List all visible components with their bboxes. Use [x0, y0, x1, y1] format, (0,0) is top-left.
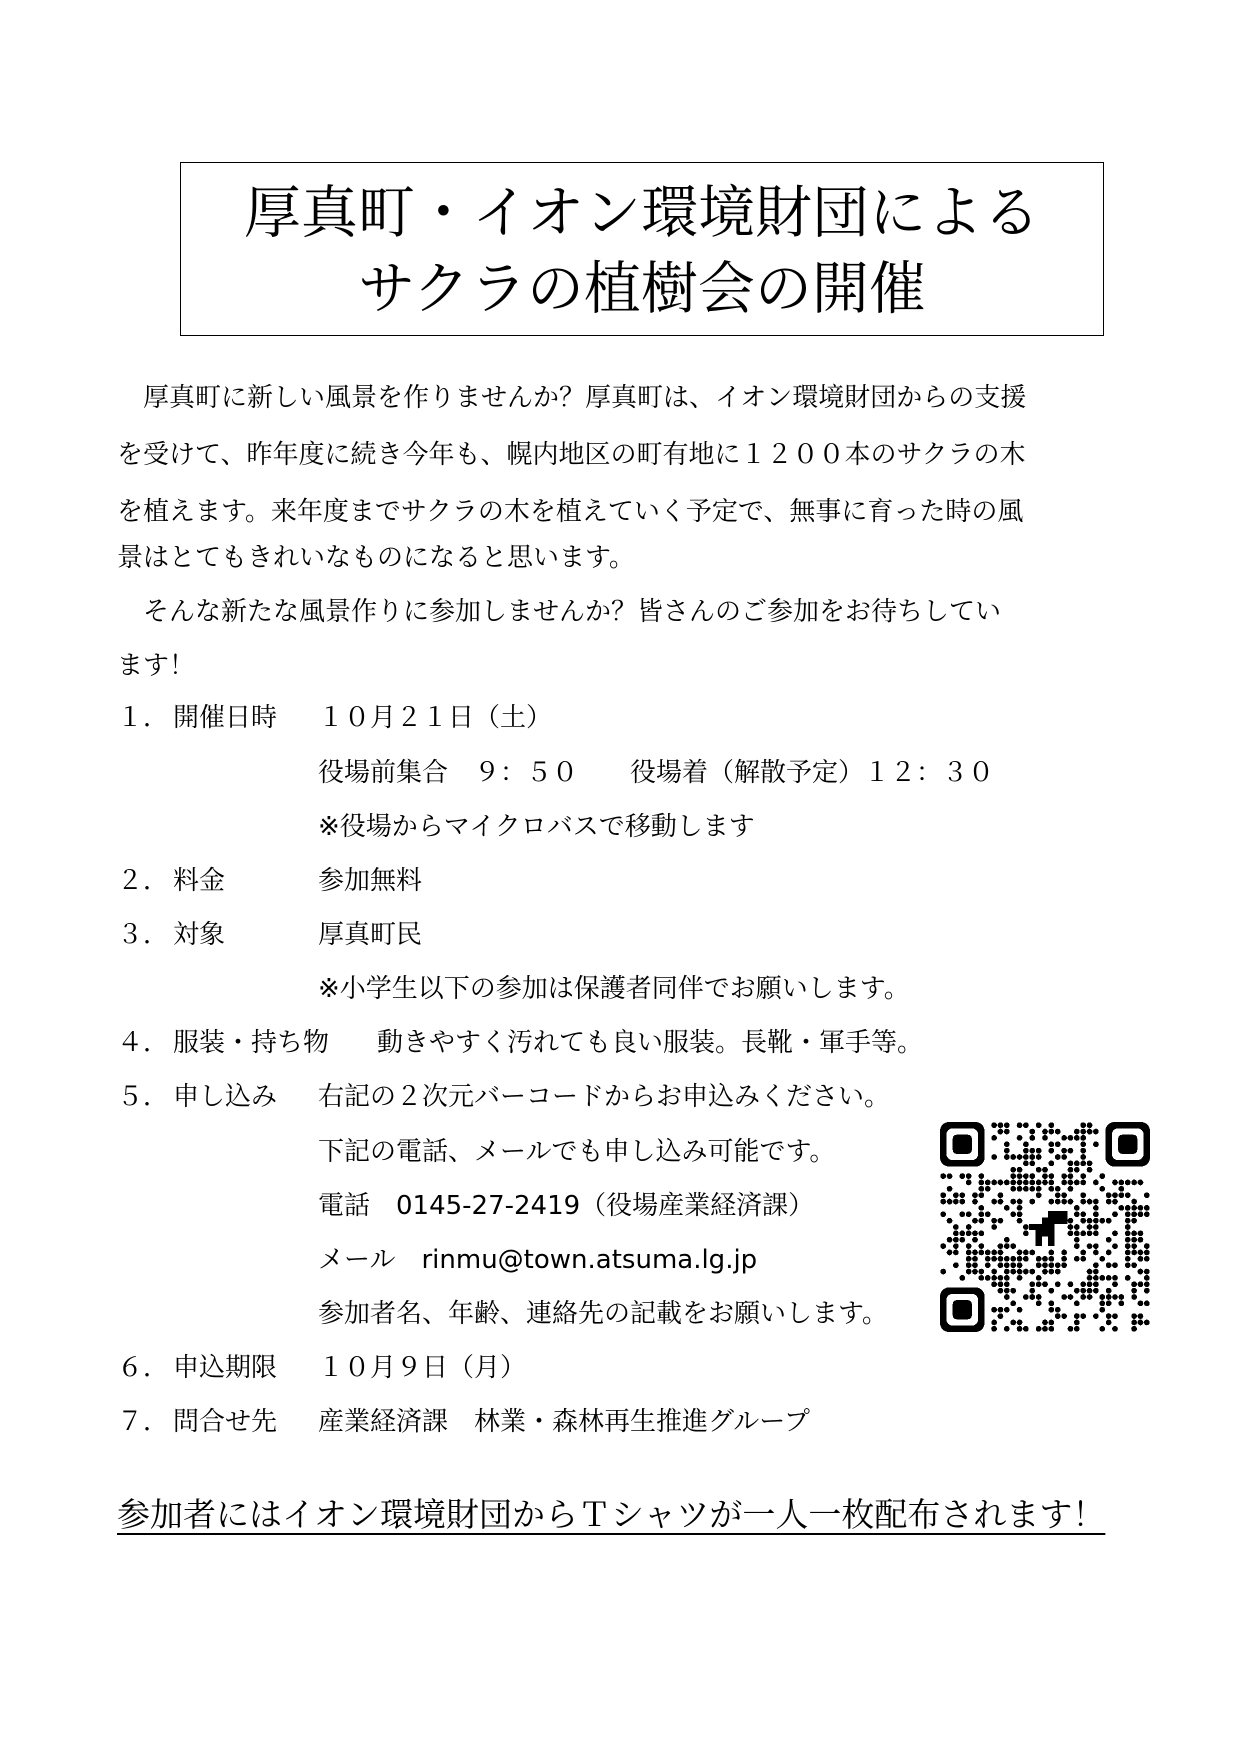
- item-label-apply: 申し込み: [173, 1082, 278, 1112]
- item-value-target: 厚真町民: [318, 920, 423, 950]
- item-number: １．: [117, 703, 170, 733]
- item-apply-phone: 電話 0145-27-2419（役場産業経済課）: [318, 1191, 815, 1221]
- intro-line: そんな新たな風景作りに参加しませんか？皆さんのご参加をお待ちしてい: [117, 597, 1002, 627]
- item-number: ４．: [117, 1028, 170, 1058]
- item-label-clothing: 服装・持ち物: [173, 1028, 330, 1058]
- qr-code-icon[interactable]: [940, 1122, 1150, 1332]
- item-label-target: 対象: [173, 920, 226, 950]
- item-date-schedule: 役場前集合 ９：５０ 役場着（解散予定）１２：３０: [318, 758, 995, 788]
- intro-line: 景はとてもきれいなものになると思います。: [117, 543, 635, 573]
- title-box: [180, 162, 1104, 336]
- item-value-deadline: １０月９日（月）: [318, 1353, 527, 1383]
- dinosaur-icon: [1029, 1205, 1067, 1250]
- item-number: ２．: [117, 866, 170, 896]
- intro-line: を植えます。来年度までサクラの木を植えていく予定で、無事に育った時の風: [117, 497, 1024, 527]
- item-number: ６．: [117, 1353, 170, 1383]
- page-subtitle: サクラの植樹会の開催: [358, 256, 926, 322]
- item-target-note: ※小学生以下の参加は保護者同伴でお願いします。: [318, 974, 910, 1004]
- tshirt-notice: 参加者にはイオン環境財団からＴシャツが一人一枚配布されます！: [117, 1495, 1106, 1534]
- item-number: ７．: [117, 1407, 170, 1437]
- item-value-date: １０月２１日（土）: [318, 703, 553, 733]
- item-value-fee: 参加無料: [318, 866, 423, 896]
- intro-line: 厚真町に新しい風景を作りませんか？厚真町は、イオン環境財団からの支援: [117, 383, 1027, 413]
- item-value-contact: 産業経済課 林業・森林再生推進グループ: [318, 1407, 810, 1437]
- item-date-note: ※役場からマイクロバスで移動します: [318, 812, 755, 842]
- item-apply-email[interactable]: メール rinmu@town.atsuma.lg.jp: [318, 1245, 758, 1275]
- page-title: 厚真町・イオン環境財団による: [243, 180, 1041, 246]
- item-number: ３．: [117, 920, 170, 950]
- item-label-contact: 問合せ先: [173, 1407, 278, 1437]
- item-value-apply: 右記の２次元バーコードからお申込みください。: [318, 1082, 891, 1112]
- item-value-clothing: 動きやすく汚れても良い服装。長靴・軍手等。: [377, 1028, 924, 1058]
- item-apply-info: 参加者名、年齢、連絡先の記載をお願いします。: [318, 1299, 888, 1329]
- item-apply-note: 下記の電話、メールでも申し込み可能です。: [318, 1137, 836, 1167]
- item-label-deadline: 申込期限: [173, 1353, 278, 1383]
- item-label-fee: 料金: [173, 866, 226, 896]
- intro-line: ます！: [117, 651, 196, 681]
- intro-line: を受けて、昨年度に続き今年も、幌内地区の町有地に１２００本のサクラの木: [117, 440, 1026, 470]
- item-label-date: 開催日時: [173, 703, 278, 733]
- item-number: ５．: [117, 1082, 170, 1112]
